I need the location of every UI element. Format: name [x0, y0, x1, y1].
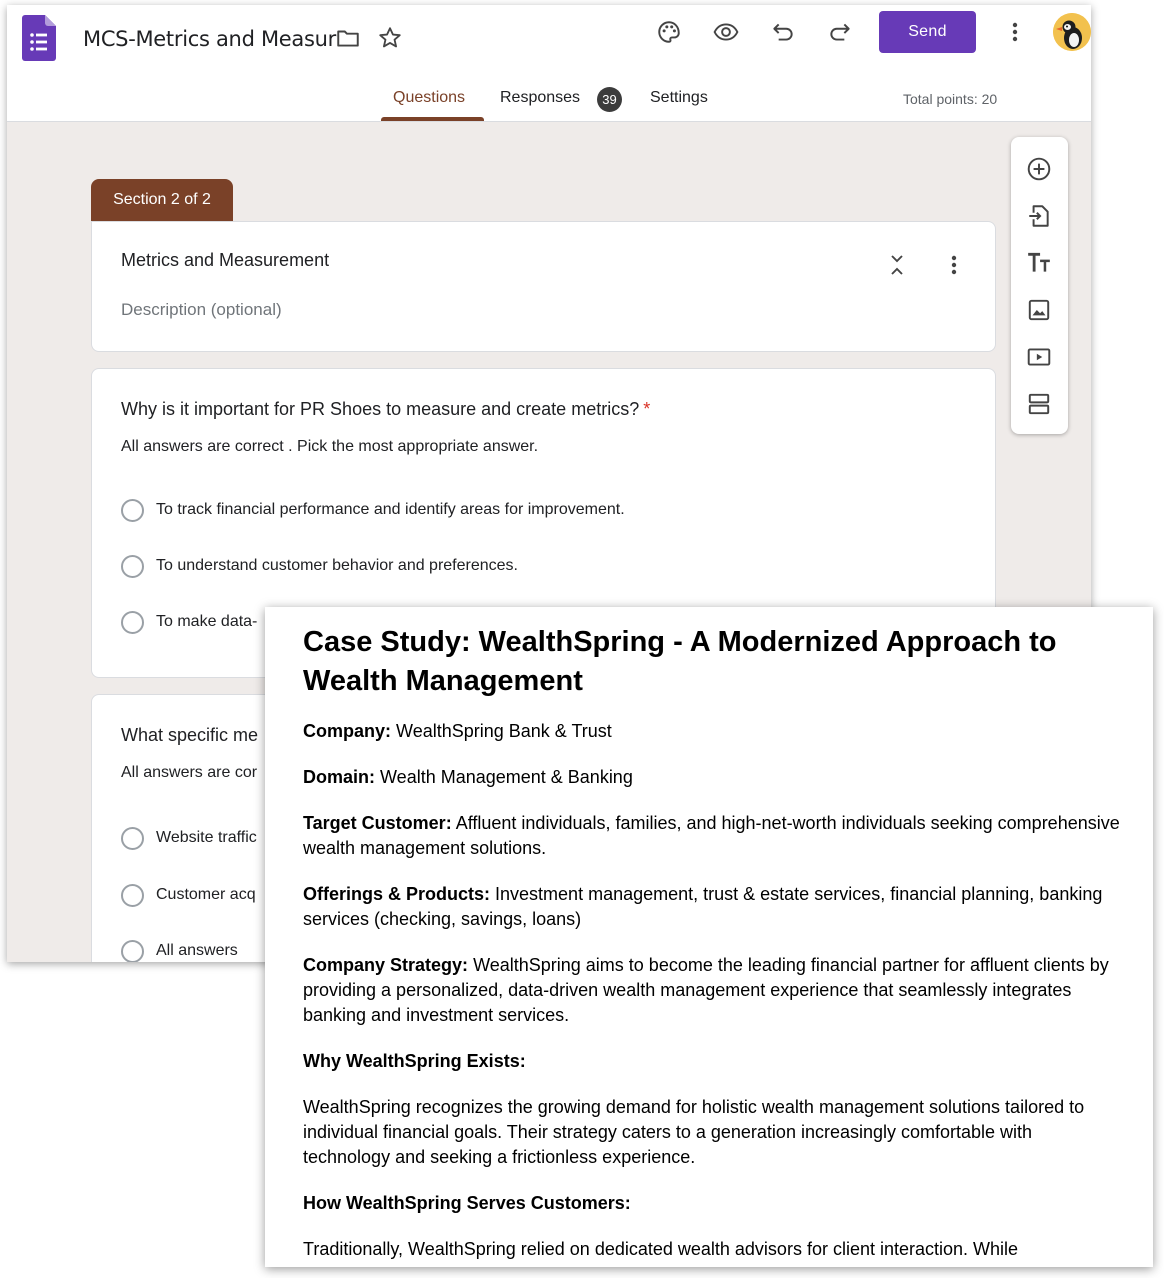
option-label: Customer acq — [156, 886, 256, 903]
floating-toolbar — [1011, 137, 1068, 434]
target-customer-value: Affluent individuals, families, and high-net-worth individuals seeking comprehensive wealth management solutions. — [303, 813, 1120, 858]
case-study-document — [265, 607, 1153, 1267]
company-label: Company: — [303, 721, 392, 741]
active-tab-indicator — [381, 117, 484, 121]
folder-icon[interactable] — [335, 25, 361, 51]
required-marker: * — [643, 399, 651, 419]
document-heading: Case Study: WealthSpring - A Modernized Approach to Wealth Management — [303, 626, 1057, 697]
forms-topbar — [7, 5, 1091, 122]
section-title[interactable]: Metrics and Measurement — [121, 250, 330, 270]
how-heading-paragraph — [303, 1191, 1123, 1216]
target-customer-label: Target Customer: — [303, 813, 452, 833]
question-title[interactable]: What specific me — [121, 725, 259, 745]
radio-option[interactable] — [121, 497, 625, 523]
domain-paragraph — [303, 765, 1123, 790]
option-label: Website traffic — [156, 829, 257, 846]
account-avatar[interactable] — [1053, 13, 1091, 51]
how-body: Traditionally, WealthSpring relied on dedicated wealth advisors for client interaction. While — [303, 1239, 1019, 1259]
tab-settings[interactable]: Settings — [650, 89, 708, 106]
radio-option[interactable] — [121, 553, 518, 579]
preview-eye-icon[interactable] — [713, 19, 739, 45]
tab-responses[interactable]: Responses — [500, 89, 581, 106]
why-heading-paragraph — [303, 1049, 1123, 1074]
company-paragraph — [303, 719, 1123, 744]
why-heading: Why WealthSpring Exists: — [303, 1051, 526, 1071]
company-value: WealthSpring Bank & Trust — [396, 721, 612, 741]
undo-icon[interactable] — [770, 19, 796, 45]
option-label: To understand customer behavior and preferences. — [156, 557, 518, 574]
option-label: To make data- — [156, 613, 258, 630]
option-label: To track financial performance and identify areas for improvement. — [156, 501, 625, 518]
tab-questions[interactable]: Questions — [393, 89, 466, 106]
radio-option[interactable] — [121, 938, 238, 962]
palette-icon[interactable] — [656, 19, 682, 45]
strategy-label: Company Strategy: — [303, 955, 469, 975]
question-hint: All answers are cor — [121, 764, 258, 781]
responses-count-badge: 39 — [597, 87, 622, 112]
question-text: Why is it important for PR Shoes to measure and create metrics? — [121, 399, 640, 419]
radio-button[interactable] — [121, 611, 144, 634]
section-header-card[interactable] — [91, 221, 996, 352]
add-question-icon[interactable] — [1026, 156, 1052, 182]
question-title[interactable] — [121, 399, 650, 420]
radio-button[interactable] — [121, 499, 144, 522]
radio-button[interactable] — [121, 555, 144, 578]
forms-app-icon[interactable] — [22, 15, 56, 61]
add-section-icon[interactable] — [1026, 391, 1052, 417]
add-image-icon[interactable] — [1026, 297, 1052, 323]
star-icon[interactable] — [377, 25, 403, 51]
radio-option[interactable] — [121, 825, 257, 851]
why-body: WealthSpring recognizes the growing demand for holistic wealth management solutions tailored to individual financial goals. Their strategy caters to a generation increasingly comfortable with technology and seeking a frictionless experience. — [303, 1097, 1085, 1167]
add-title-text-icon[interactable] — [1026, 250, 1052, 276]
section-description-field[interactable]: Description (optional) — [121, 300, 282, 319]
radio-option[interactable] — [121, 882, 256, 908]
radio-option[interactable] — [121, 609, 257, 635]
radio-button[interactable] — [121, 884, 144, 907]
radio-button[interactable] — [121, 827, 144, 850]
offerings-label: Offerings & Products: — [303, 884, 491, 904]
total-points: Total points: 20 — [903, 91, 998, 107]
how-heading: How WealthSpring Serves Customers: — [303, 1193, 631, 1213]
option-label: All answers — [156, 942, 238, 959]
section-tag: Section 2 of 2 — [91, 179, 233, 221]
document-body — [303, 623, 1123, 1267]
section-menu-icon[interactable] — [942, 252, 966, 278]
collapse-section-icon[interactable] — [885, 252, 909, 278]
question-hint: All answers are correct . Pick the most appropriate answer. — [121, 438, 539, 455]
target-customer-paragraph — [303, 811, 1123, 861]
radio-button[interactable] — [121, 940, 144, 963]
strategy-paragraph — [303, 953, 1123, 1028]
more-options-icon[interactable] — [1003, 19, 1027, 45]
offerings-paragraph — [303, 882, 1123, 932]
puffin-avatar-icon — [1053, 13, 1091, 51]
form-title[interactable]: MCS-Metrics and Measur — [83, 27, 336, 51]
import-questions-icon[interactable] — [1026, 203, 1052, 229]
offerings-value: Investment management, trust & estate services, financial planning, banking services (checking, savings, loans) — [303, 884, 1103, 929]
send-button[interactable]: Send — [879, 11, 976, 53]
redo-icon[interactable] — [827, 19, 853, 45]
domain-label: Domain: — [303, 767, 375, 787]
add-video-icon[interactable] — [1026, 344, 1052, 370]
form-tabs — [7, 89, 1091, 121]
domain-value: Wealth Management & Banking — [380, 767, 633, 787]
strategy-value: WealthSpring aims to become the leading financial partner for affluent clients by providing a personalized, data-driven wealth management experience that seamlessly integrates banking and investment services. — [303, 955, 1109, 1025]
